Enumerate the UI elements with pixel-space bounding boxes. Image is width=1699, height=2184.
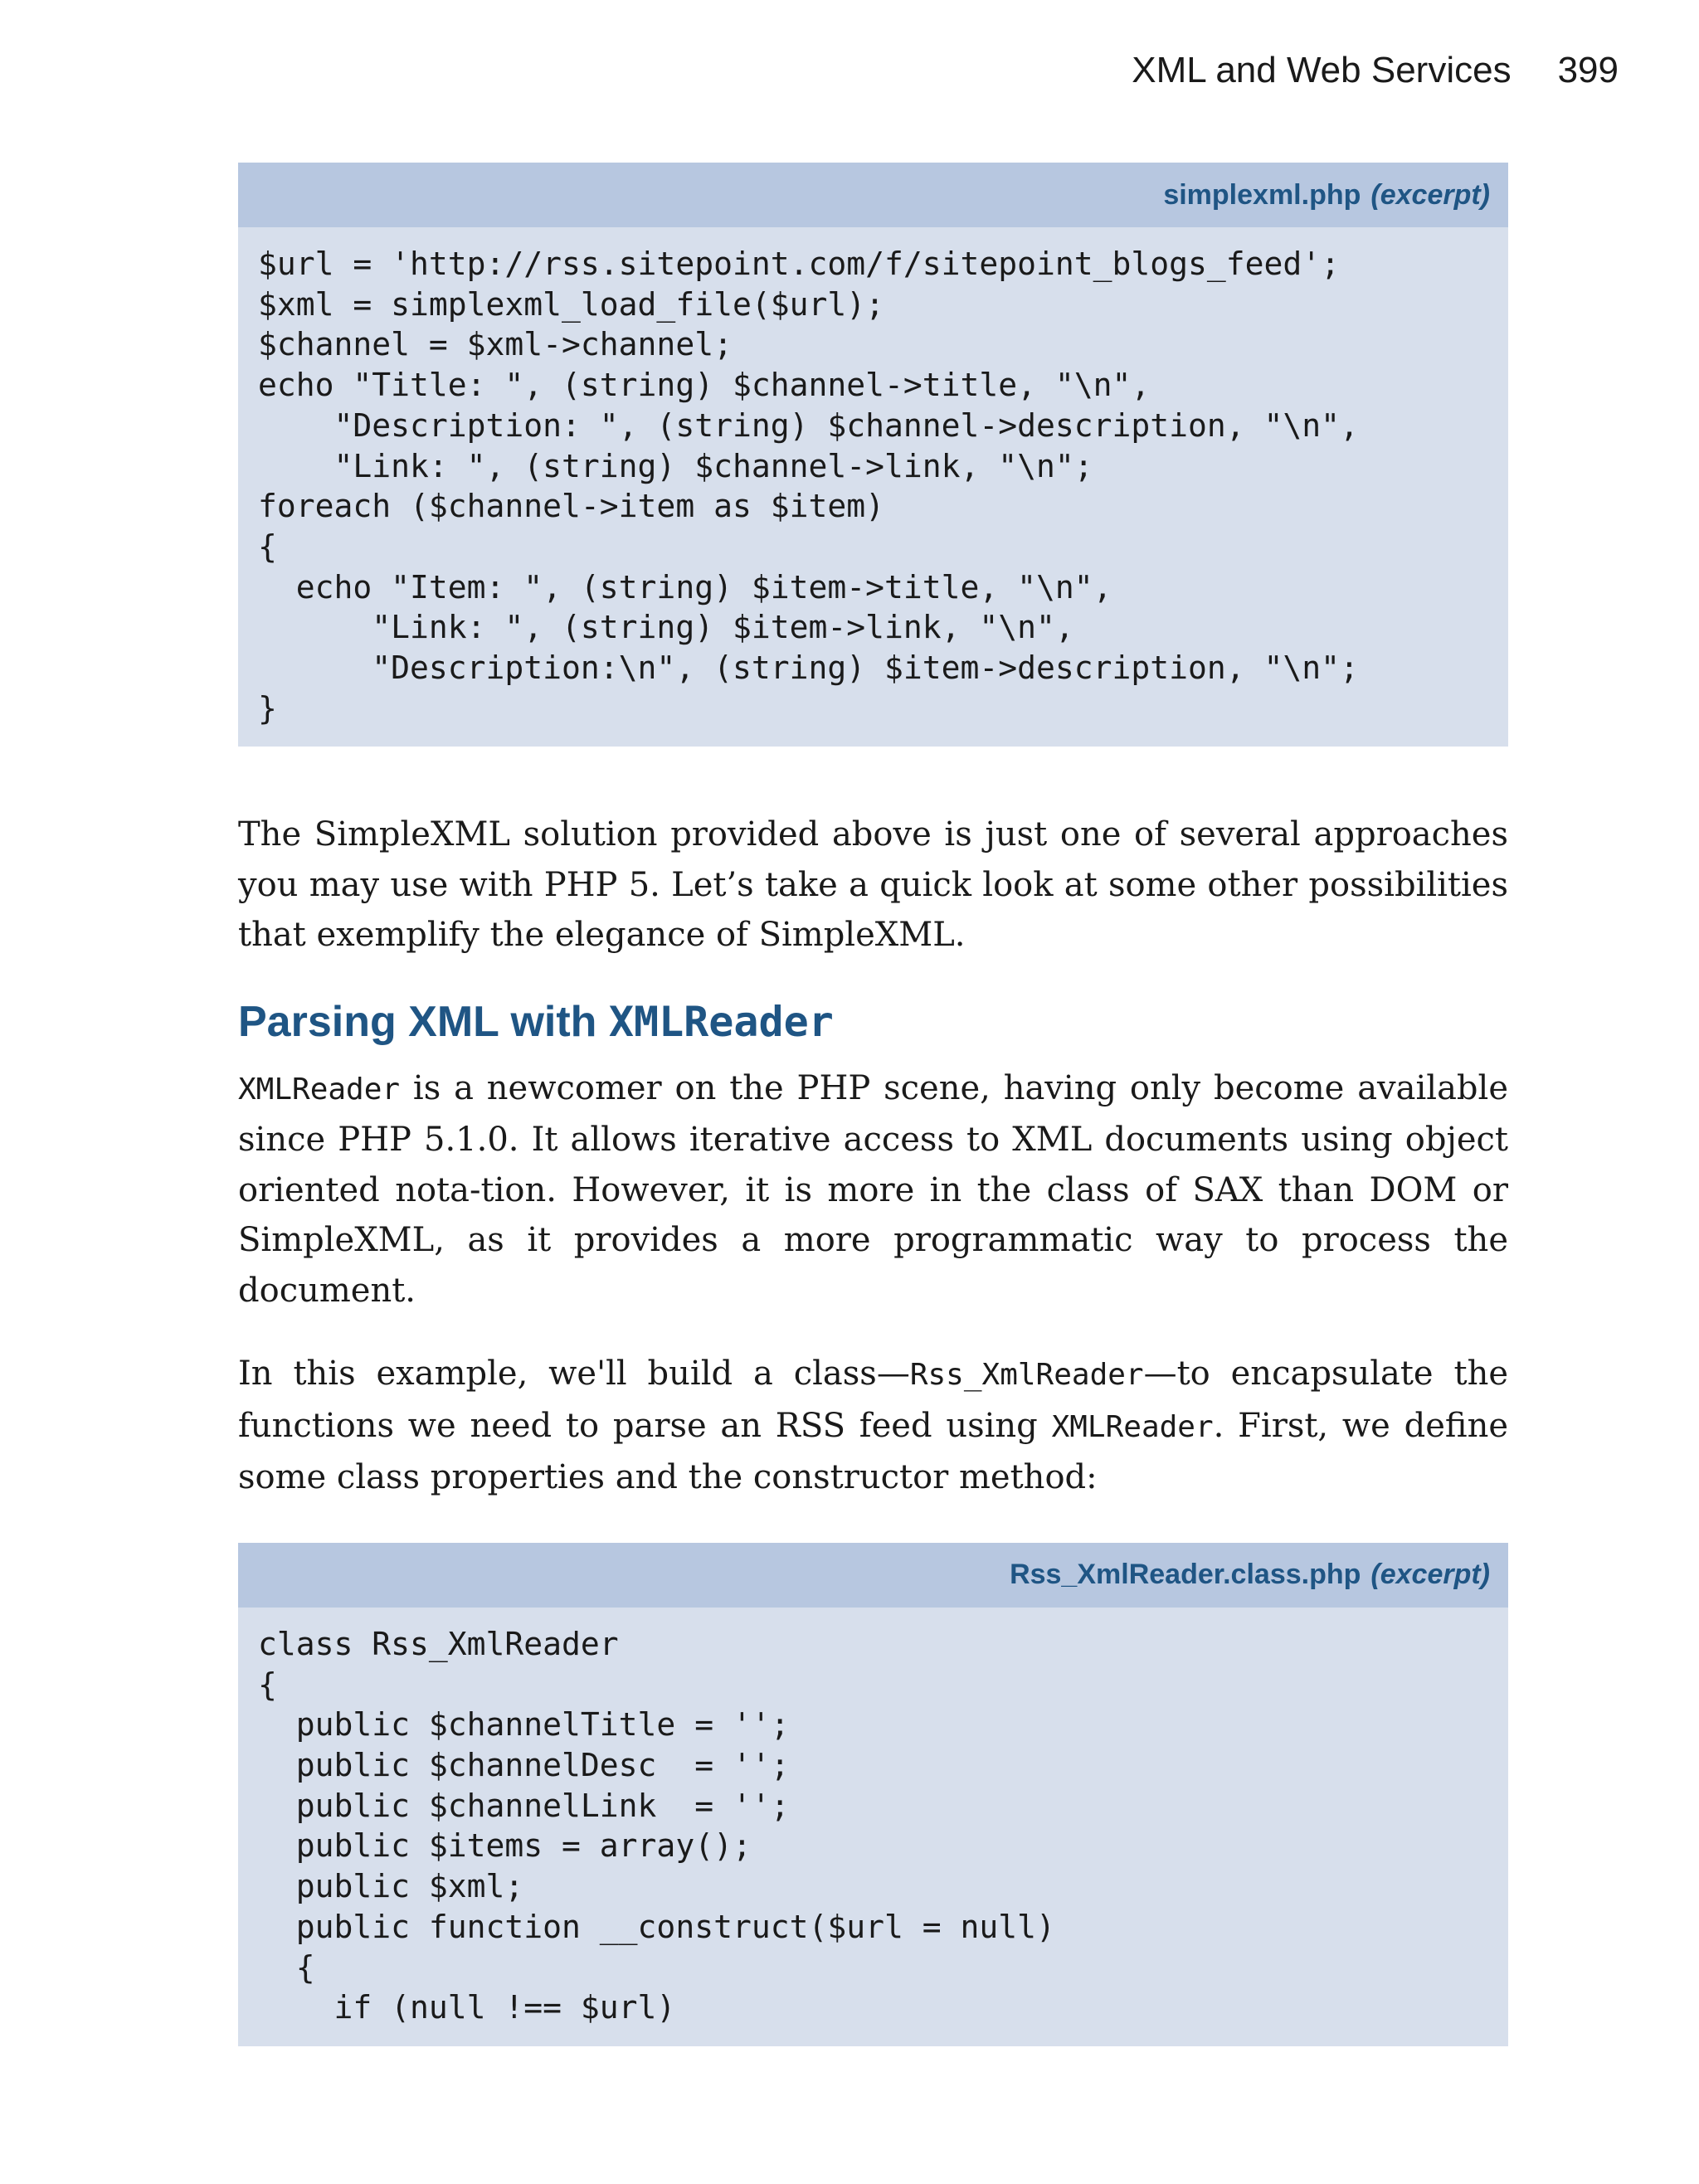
inline-code: XMLReader <box>1051 1409 1214 1444</box>
code-listing-note: (excerpt) <box>1370 1559 1490 1591</box>
inline-code: XMLReader <box>238 1072 401 1107</box>
code-block: $url = 'http://rss.sitepoint.com/f/sitepoint_blogs_feed'; $xml = simplexml_load_file($url); $channel = $xml->channel; echo "Title: ", (string) $channel->title, "\n", "Description: ", (string) $channel->description, "\n", "Link: ", (string) $channel->link, "\n"; foreach ($channel->item as $item) { echo "Item: ", (string) $item->title, "\n", "Link: ", (string) $item->link, "\n", "Description:\n", (string) $item->description, "\n"; } <box>258 246 1359 727</box>
code-listing-title <box>238 1543 1508 1608</box>
section-heading-code: XMLReader <box>608 997 834 1046</box>
running-head <box>1132 50 1619 91</box>
section-heading-text: Parsing XML with <box>238 997 609 1046</box>
paragraph-text: —to encapsulate the functions we need to parse an RSS feed using <box>238 1355 1508 1445</box>
page-content <box>238 163 1508 2046</box>
running-head-title: XML and Web Services <box>1132 50 1512 90</box>
paragraph-text: In this example, we'll build a class— <box>238 1355 910 1394</box>
inline-code: Rss_XmlReader <box>909 1358 1144 1393</box>
code-listing-note: (excerpt) <box>1370 178 1490 211</box>
code-listing-rss-xmlreader <box>238 1543 1508 2046</box>
paragraph-example-intro <box>238 1349 1508 1503</box>
paragraph-text: is a newcomer on the PHP scene, having only become available since PHP 5.1.0. It allows iterative access to XML documents using object oriented nota-tion. However, it is more in the class of SAX than DOM or SimpleXML, as it provides a more programmatic way to process the document. <box>238 1068 1508 1310</box>
code-listing-simplexml <box>238 163 1508 747</box>
code-listing-filename: Rss_XmlReader.class.php <box>1010 1559 1361 1591</box>
code-listing-title <box>238 163 1508 227</box>
code-listing-filename: simplexml.php <box>1163 178 1361 211</box>
paragraph-simplexml-summary: The SimpleXML solution provided above is just one of several approaches you may use with PHP 5. Let’s take a quick look at some other possibilities that exemplify the elegance of SimpleXML. <box>238 815 1508 955</box>
code-block: class Rss_XmlReader { public $channelTitle = ''; public $channelDesc = ''; public $channelLink = ''; public $items = array(); public $xml; public function __construct($url = null) { if (null !== $url) <box>258 1625 1055 2026</box>
page-number: 399 <box>1557 50 1619 90</box>
paragraph-text: . First, we define some class properties and the constructor method: <box>238 1406 1508 1497</box>
paragraph-xmlreader-intro <box>238 1063 1508 1316</box>
section-heading <box>238 997 1508 1047</box>
